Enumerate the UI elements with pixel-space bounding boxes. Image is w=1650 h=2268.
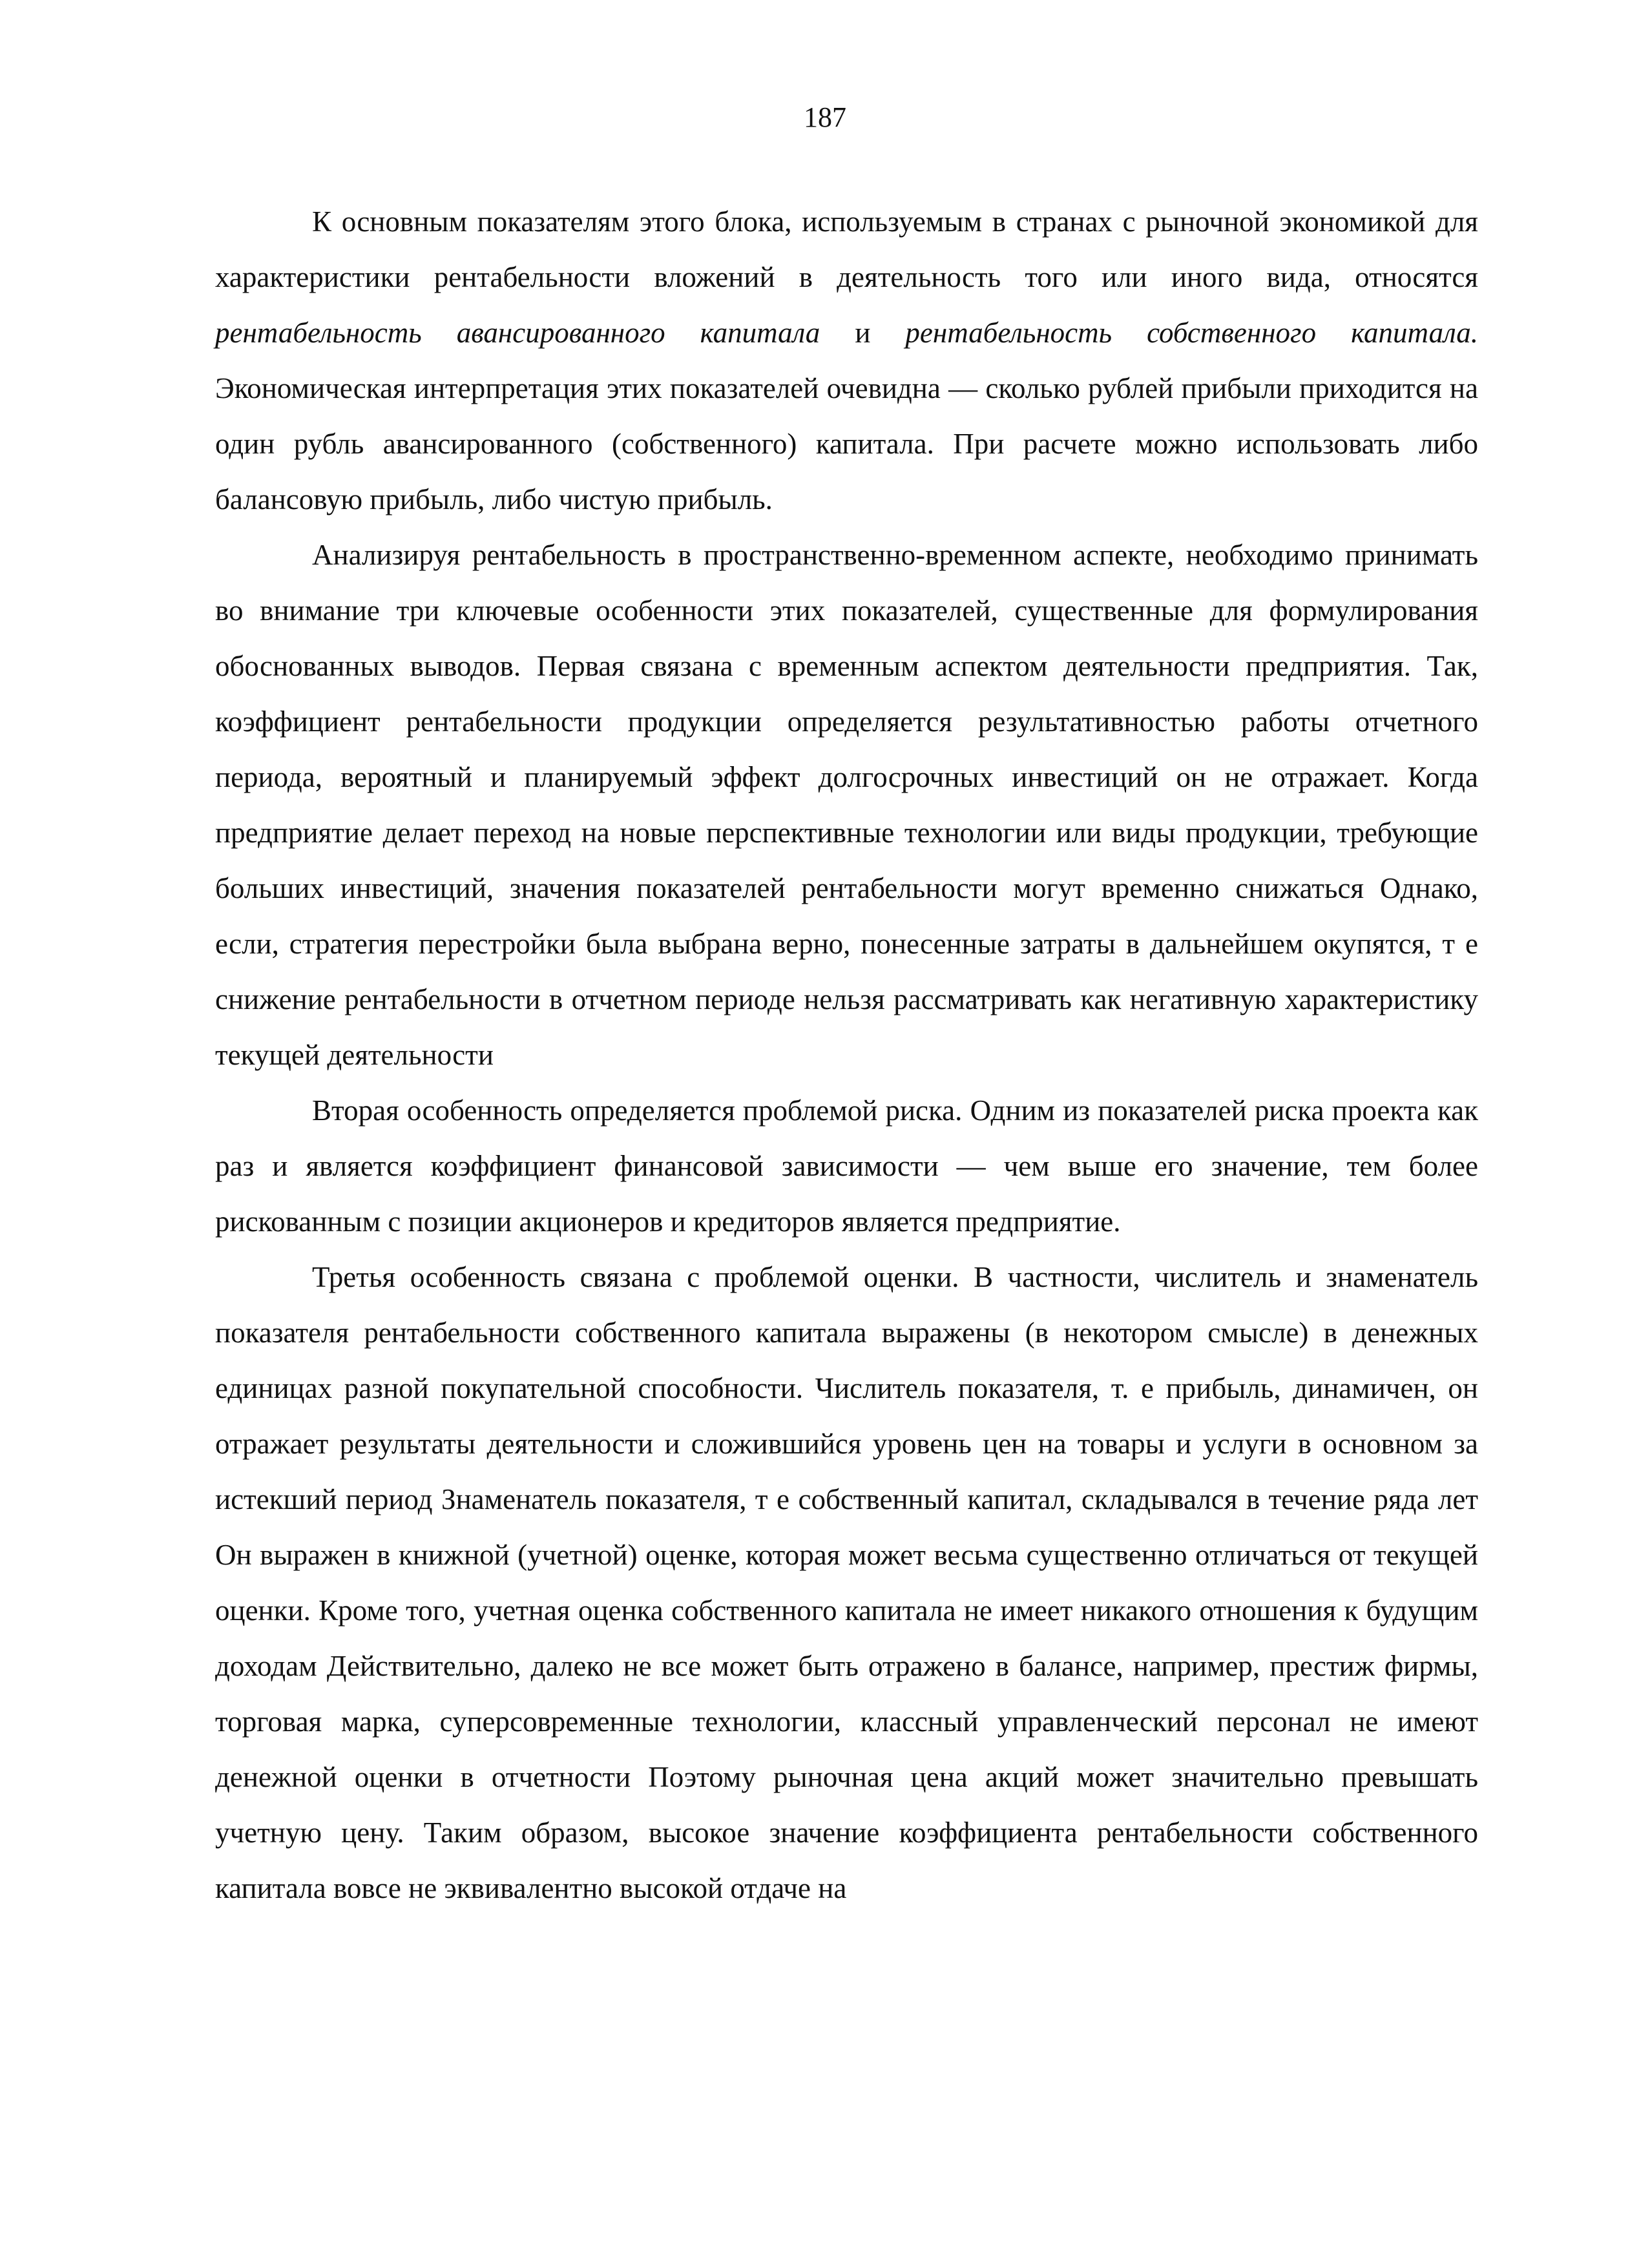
page-number: 187	[804, 101, 846, 133]
paragraph-1	[215, 194, 1478, 527]
paragraph-4-text: Третья особенность связана с проблемой оценки. В частности, числитель и знаменатель показателя рентабельности собственного капитала выражены (в некотором смысле) в денежных единицах разной покупательной способности. Числитель показателя, т. е прибыль, динамичен, он отражает результаты деятельности и сложившийся уровень цен на товары и услуги в основном за истекший период Знаменатель показателя, т е собственный капитал, складывался в течение ряда лет Он выражен в книжной (учетной) оценке, которая может весьма существенно отличаться от текущей оценки. Кроме того, учетная оценка собственного капитала не имеет никакого отношения к будущим доходам Действительно, далеко не все может быть отражено в балансе, например, престиж фирмы, торговая марка, суперсовременные технологии, классный управленческий персонал не имеют денежной оценки в отчетности Поэтому рыночная цена акций может значительно превышать учетную цену. Таким образом, высокое значение коэффициента рентабельности собственного капитала вовсе не эквивалентно высокой отдаче на	[215, 1261, 1478, 1904]
paragraph-4	[215, 1249, 1478, 1916]
paragraph-3	[215, 1083, 1478, 1249]
term-equity-return: рентабельность собственного капитала.	[905, 317, 1478, 349]
paragraph-1-text: К основным показателям этого блока, используемым в странах с рыночной экономикой для характеристики рентабельности вложений в деятельность того или иного вида, относятся	[215, 205, 1478, 293]
paragraph-2-text: Анализируя рентабельность в пространственно-временном аспекте, необходимо принимать во внимание три ключевые особенности этих показателей, существенные для формулирования обоснованных выводов. Первая связана с временным аспектом деятельности предприятия. Так, коэффициент рентабельности продукции определяется результативностью работы отчетного периода, вероятный и планируемый эффект долгосрочных инвестиций он не отражает. Когда предприятие делает переход на новые перспективные технологии или виды продукции, требующие больших инвестиций, значения показателей рентабельности могут временно снижаться Однако, если, стратегия перестройки была выбрана верно, понесенные затраты в дальнейшем окупятся, т е снижение рентабельности в отчетном периоде нельзя рассматривать как негативную характеристику текущей деятельности	[215, 539, 1478, 1071]
paragraph-1-continuation: Экономическая интерпретация этих показателей очевидна — сколько рублей прибыли приходится на один рубль авансированного (собственного) капитала. При расчете можно использовать либо балансовую прибыль, либо чистую прибыль.	[215, 372, 1478, 515]
paragraph-1-conjunction: и	[820, 317, 906, 349]
paragraph-2	[215, 527, 1478, 1083]
paragraph-3-text: Вторая особенность определяется проблемой риска. Одним из показателей риска проекта как раз и является коэффициент финансовой зависимости — чем выше его значение, тем более рискованным с позиции акционеров и кредиторов является предприятие.	[215, 1094, 1478, 1238]
term-advanced-capital-return: рентабельность авансированного капитала	[215, 317, 820, 349]
document-body	[215, 194, 1478, 1916]
